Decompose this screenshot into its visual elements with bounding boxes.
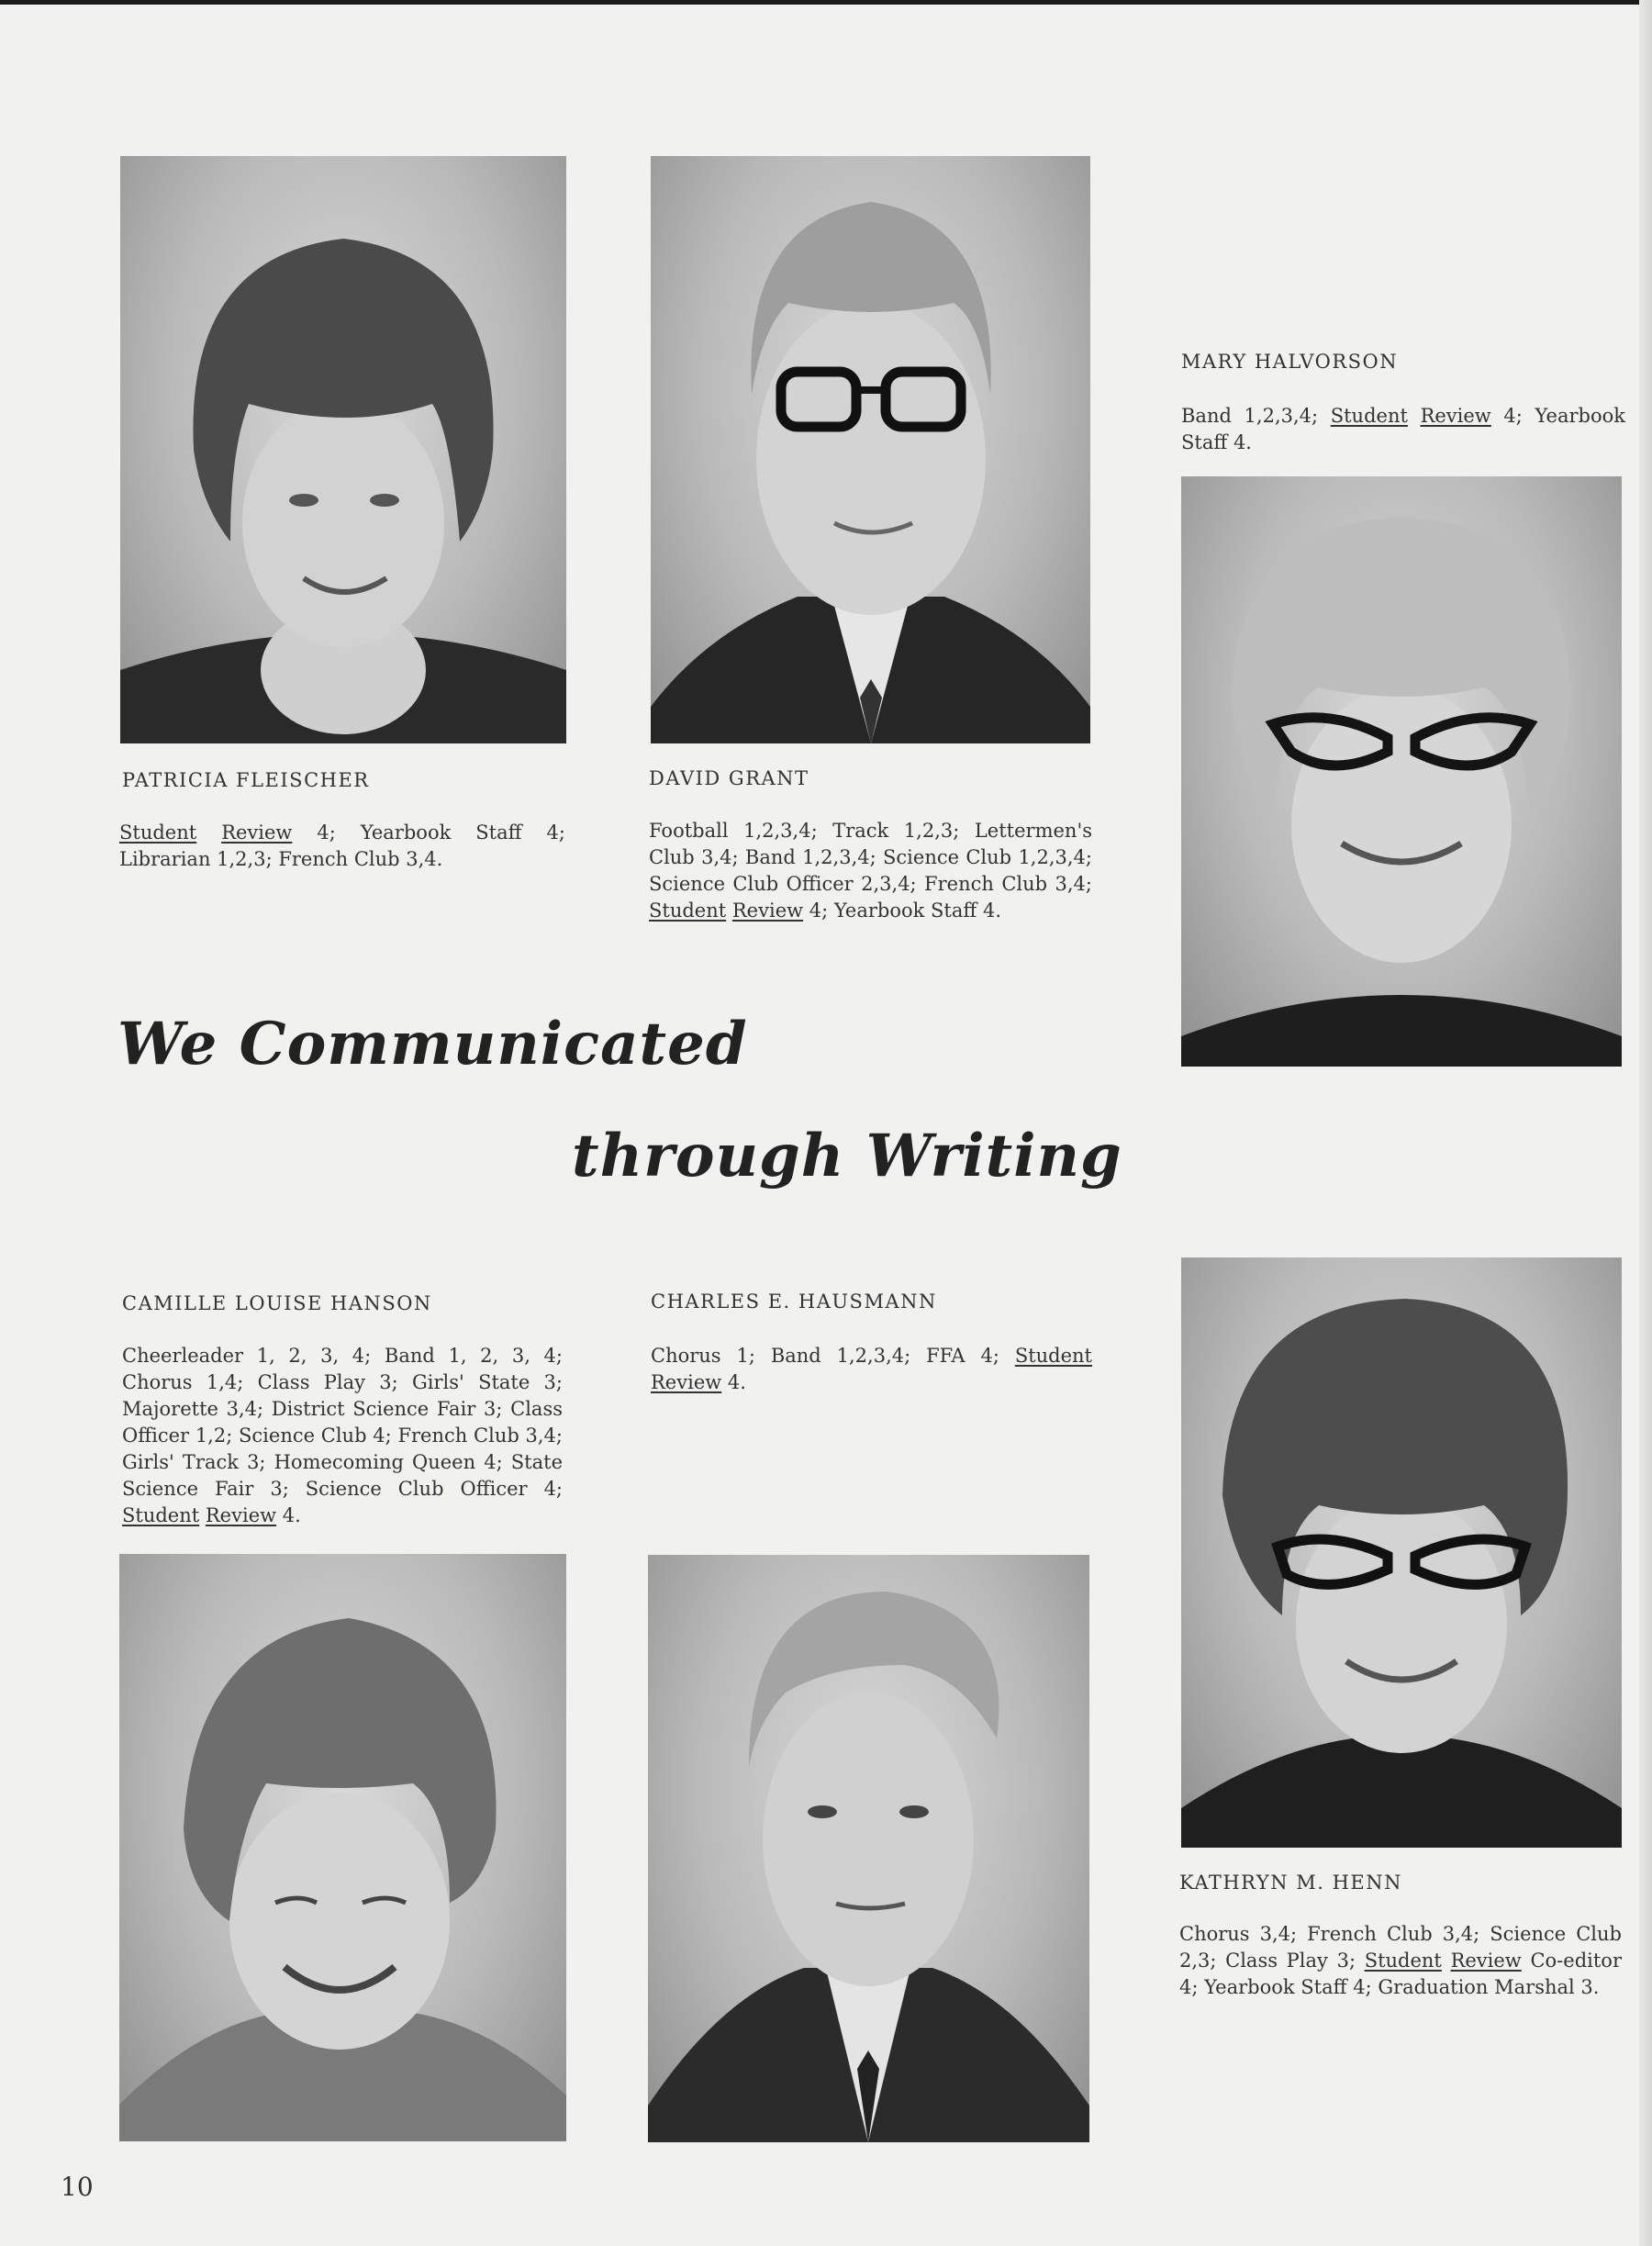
underlined-publication-title: Student	[119, 821, 197, 844]
underlined-publication-title: Review	[1450, 1950, 1522, 1972]
underlined-publication-title: Review	[205, 1504, 277, 1526]
activity-text	[199, 1504, 206, 1526]
activity-text: 4.	[276, 1504, 301, 1526]
activity-text: Band 1,2,3,4;	[1181, 405, 1331, 427]
underlined-publication-title: Student	[649, 900, 727, 922]
page-heading-line-2: through Writing	[572, 1122, 1122, 1190]
student-name: KATHRYN M. HENN	[1179, 1872, 1402, 1894]
portrait-photo-kathryn-m-henn	[1181, 1257, 1622, 1848]
activity-text: Co-editor 4; Yearbook Staff 4; Graduation Marshal 3.	[1179, 1950, 1622, 1998]
activity-text: 4.	[721, 1371, 746, 1393]
underlined-publication-title: Student	[122, 1504, 200, 1526]
student-name: MARY HALVORSON	[1181, 351, 1399, 373]
portrait-photo-camille-louise-hanson	[119, 1554, 566, 2141]
student-name: DAVID GRANT	[649, 767, 809, 789]
portrait-photo-david-grant	[651, 156, 1090, 743]
student-name: CHARLES E. HAUSMANN	[651, 1291, 937, 1313]
activity-text: Cheerleader 1, 2, 3, 4; Band 1, 2, 3, 4; Chorus 1,4; Class Play 3; Girls' State 3; Majorette 3,4; District Science Fair 3; Class Officer 1,2; Science Club 4; French Club 3,4; Girls' Track 3; Homecoming Queen 4; State Science Fair 3; Science Club Officer 4;	[122, 1345, 563, 1500]
student-name: CAMILLE LOUISE HANSON	[122, 1292, 432, 1314]
portrait-photo-patricia-fleischer	[120, 156, 566, 743]
student-activities	[1179, 1921, 1622, 2001]
portrait-photo-mary-halvorson	[1181, 476, 1622, 1067]
student-activities	[649, 818, 1092, 924]
page-number: 10	[61, 2172, 94, 2202]
student-activities	[119, 820, 565, 873]
underlined-publication-title: Review	[221, 821, 293, 844]
underlined-publication-title: Student	[1330, 405, 1408, 427]
page-heading-line-1: We Communicated	[117, 1010, 748, 1078]
activity-text	[196, 821, 221, 844]
underlined-publication-title: Review	[1420, 405, 1491, 427]
activity-text: 4; Yearbook Staff 4; Librarian 1,2,3; French Club 3,4.	[119, 821, 565, 870]
page-top-edge	[0, 0, 1652, 5]
underlined-publication-title: Student	[1364, 1950, 1442, 1972]
student-name: PATRICIA FLEISCHER	[122, 769, 370, 791]
activity-text	[1442, 1950, 1451, 1972]
underlined-publication-title: Review	[651, 1371, 722, 1393]
activity-text: Chorus 3,4; French Club 3,4; Science Club 2,3; Class Play 3;	[1179, 1923, 1622, 1972]
underlined-publication-title: Review	[731, 900, 804, 922]
activity-text	[1408, 405, 1421, 427]
portrait-photo-charles-e-hausmann	[648, 1555, 1089, 2142]
activity-text: 4; Yearbook Staff 4.	[1181, 405, 1625, 453]
student-activities	[651, 1343, 1092, 1396]
underlined-publication-title: Student	[1014, 1345, 1092, 1367]
activity-text: Football 1,2,3,4; Track 1,2,3; Lettermen's Club 3,4; Band 1,2,3,4; Science Club 1,2,3,4; Science Club Officer 2,3,4; French Club 3,4;	[649, 820, 1092, 895]
activity-text: 4; Yearbook Staff 4.	[803, 900, 1002, 922]
student-activities	[122, 1343, 563, 1529]
student-activities	[1181, 403, 1625, 456]
page-right-edge	[1639, 0, 1652, 2246]
activity-text: Chorus 1; Band 1,2,3,4; FFA 4;	[651, 1345, 1015, 1367]
activity-text	[726, 900, 732, 922]
